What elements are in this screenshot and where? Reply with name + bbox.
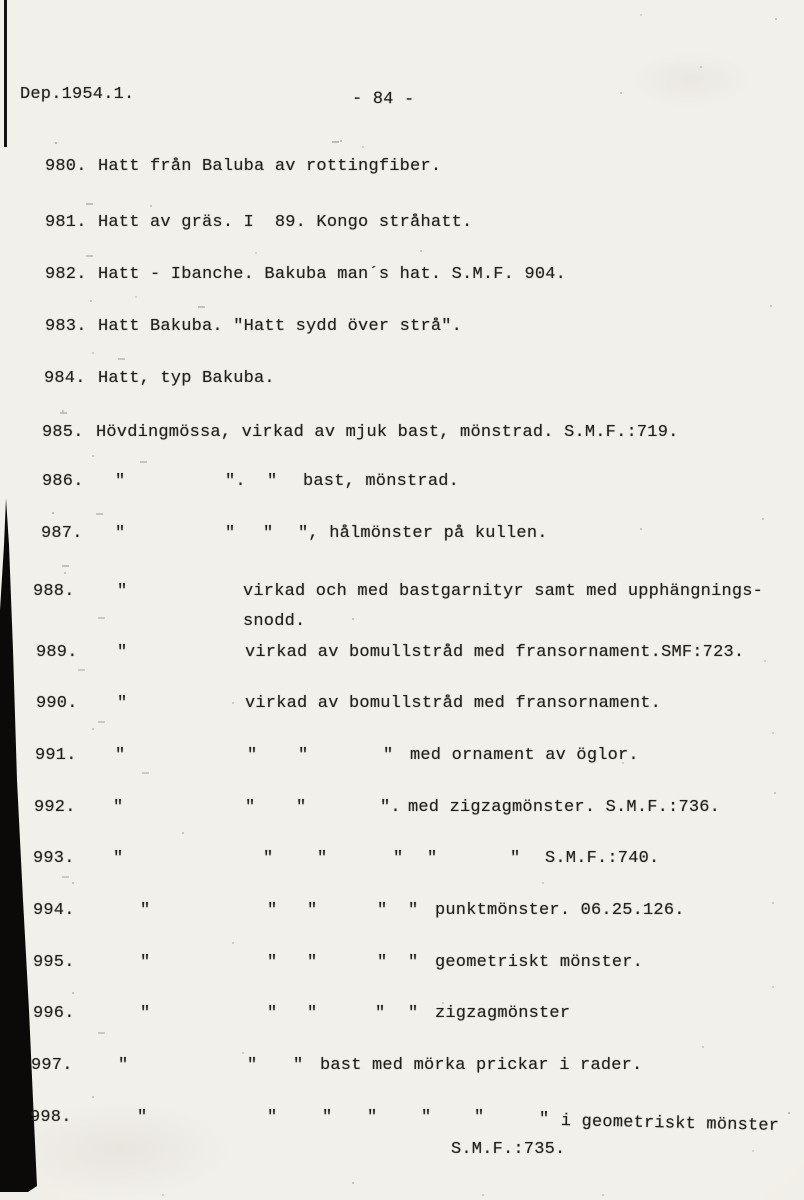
entry-number: 993.	[33, 849, 75, 868]
entry-text: geometriskt mönster.	[435, 953, 644, 972]
entry-text: virkad av bomullstråd med fransornament.	[245, 694, 662, 713]
ditto-mark: "	[408, 1004, 419, 1023]
ditto-mark: "	[383, 746, 394, 765]
entry-number: 981.	[45, 213, 87, 232]
ditto-mark: "	[317, 849, 328, 868]
ditto-mark: "	[539, 1110, 550, 1129]
entry-number: 995.	[33, 953, 75, 972]
entry-text: Hatt från Baluba av rottingfiber.	[98, 157, 442, 176]
entry-text: virkad av bomullstråd med fransornament.SMF:723.	[245, 643, 745, 662]
ditto-mark: "	[377, 953, 388, 972]
entry-number: 988.	[33, 582, 75, 601]
entry-text: Hatt, typ Bakuba.	[98, 369, 275, 388]
entry-number: 983.	[45, 317, 87, 336]
ditto-mark: "	[427, 849, 438, 868]
ditto-mark: "	[115, 472, 126, 491]
ditto-mark: ".	[380, 798, 401, 817]
entry-number: 990.	[36, 694, 78, 713]
ditto-mark: "	[247, 746, 258, 765]
ditto-mark: "	[267, 953, 278, 972]
ditto-mark: "	[267, 1004, 278, 1023]
ditto-mark: "	[421, 1108, 432, 1127]
scan-artifact-left-line	[4, 0, 7, 147]
entry-text: punktmönster. 06.25.126.	[435, 901, 685, 920]
ditto-mark: "	[293, 1056, 304, 1075]
entry-text: med ornament av öglor.	[410, 746, 639, 765]
entry-number: 985.	[42, 423, 84, 442]
ditto-mark: "	[393, 849, 404, 868]
ditto-mark: "	[137, 1108, 148, 1127]
entry-text-continuation: S.M.F.:735.	[451, 1140, 566, 1159]
entry-text: Hatt av gräs. I 89. Kongo stråhatt.	[98, 213, 473, 232]
ditto-mark: ".	[225, 472, 246, 491]
entry-text: Hövdingmössa, virkad av mjuk bast, mönstrad. S.M.F.:719.	[96, 423, 679, 442]
ditto-mark: "	[117, 582, 128, 601]
entry-text: i geometriskt mönster	[560, 1112, 780, 1136]
scan-noise-smudges	[0, 0, 7, 2]
entry-number: 992.	[34, 798, 76, 817]
entry-number: 997.	[31, 1056, 73, 1075]
ditto-mark: "	[245, 798, 256, 817]
ditto-mark: "	[247, 1056, 258, 1075]
ditto-mark: "	[375, 1004, 386, 1023]
entry-text: zigzagmönster	[435, 1004, 571, 1023]
ditto-mark: "	[113, 798, 124, 817]
ditto-mark: "	[296, 798, 307, 817]
ditto-mark: "	[408, 953, 419, 972]
entry-number: 980.	[45, 157, 87, 176]
ditto-mark: "	[307, 901, 318, 920]
entry-text: virkad och med bastgarnityr samt med upphängnings-	[243, 582, 764, 601]
page-number: - 84 -	[351, 89, 415, 110]
entry-text: Hatt - Ibanche. Bakuba man´s hat. S.M.F. 904.	[98, 265, 567, 284]
ditto-mark: "	[118, 1056, 129, 1075]
ditto-mark: "	[267, 901, 278, 920]
entry-number: 987.	[41, 524, 83, 543]
ditto-mark: "	[267, 472, 278, 491]
ditto-mark: "	[117, 694, 128, 713]
ditto-mark: "	[307, 953, 318, 972]
ditto-mark: "	[267, 1108, 278, 1127]
ditto-mark: "	[113, 849, 124, 868]
entry-text-continuation: snodd.	[243, 612, 306, 631]
ditto-mark: "	[140, 901, 151, 920]
entry-number: 998.	[30, 1108, 72, 1127]
entry-text: med zigzagmönster. S.M.F.:736.	[408, 798, 721, 817]
entry-number: 986.	[42, 472, 84, 491]
entry-text: Hatt Bakuba. "Hatt sydd över strå".	[98, 317, 463, 336]
ditto-mark: "	[322, 1108, 333, 1127]
entry-number: 994.	[33, 901, 75, 920]
ditto-mark: "	[115, 524, 126, 543]
entry-text: bast med mörka prickar i rader.	[320, 1056, 643, 1075]
ditto-mark: "	[117, 643, 128, 662]
ditto-mark: "	[377, 901, 388, 920]
entry-text: ", hålmönster på kullen.	[298, 524, 548, 543]
deposit-label: Dep.1954.1.	[20, 85, 135, 104]
ditto-mark: "	[140, 1004, 151, 1023]
ditto-mark: "	[115, 746, 126, 765]
entry-number: 982.	[45, 265, 87, 284]
ditto-mark: "	[474, 1108, 485, 1127]
ditto-mark: "	[408, 901, 419, 920]
ditto-mark: "	[510, 849, 521, 868]
ditto-mark: "	[140, 953, 151, 972]
ditto-mark: "	[225, 524, 236, 543]
ditto-mark: "	[298, 746, 309, 765]
entry-text: bast, mönstrad.	[303, 472, 460, 491]
ditto-mark: "	[263, 849, 274, 868]
entry-number: 991.	[35, 746, 77, 765]
entry-number: 984.	[44, 369, 86, 388]
ditto-mark: "	[307, 1004, 318, 1023]
entry-text: S.M.F.:740.	[545, 849, 660, 868]
entry-number: 996.	[33, 1004, 75, 1023]
ditto-mark: "	[263, 524, 274, 543]
ditto-mark: "	[367, 1108, 378, 1127]
entry-number: 989.	[36, 643, 78, 662]
